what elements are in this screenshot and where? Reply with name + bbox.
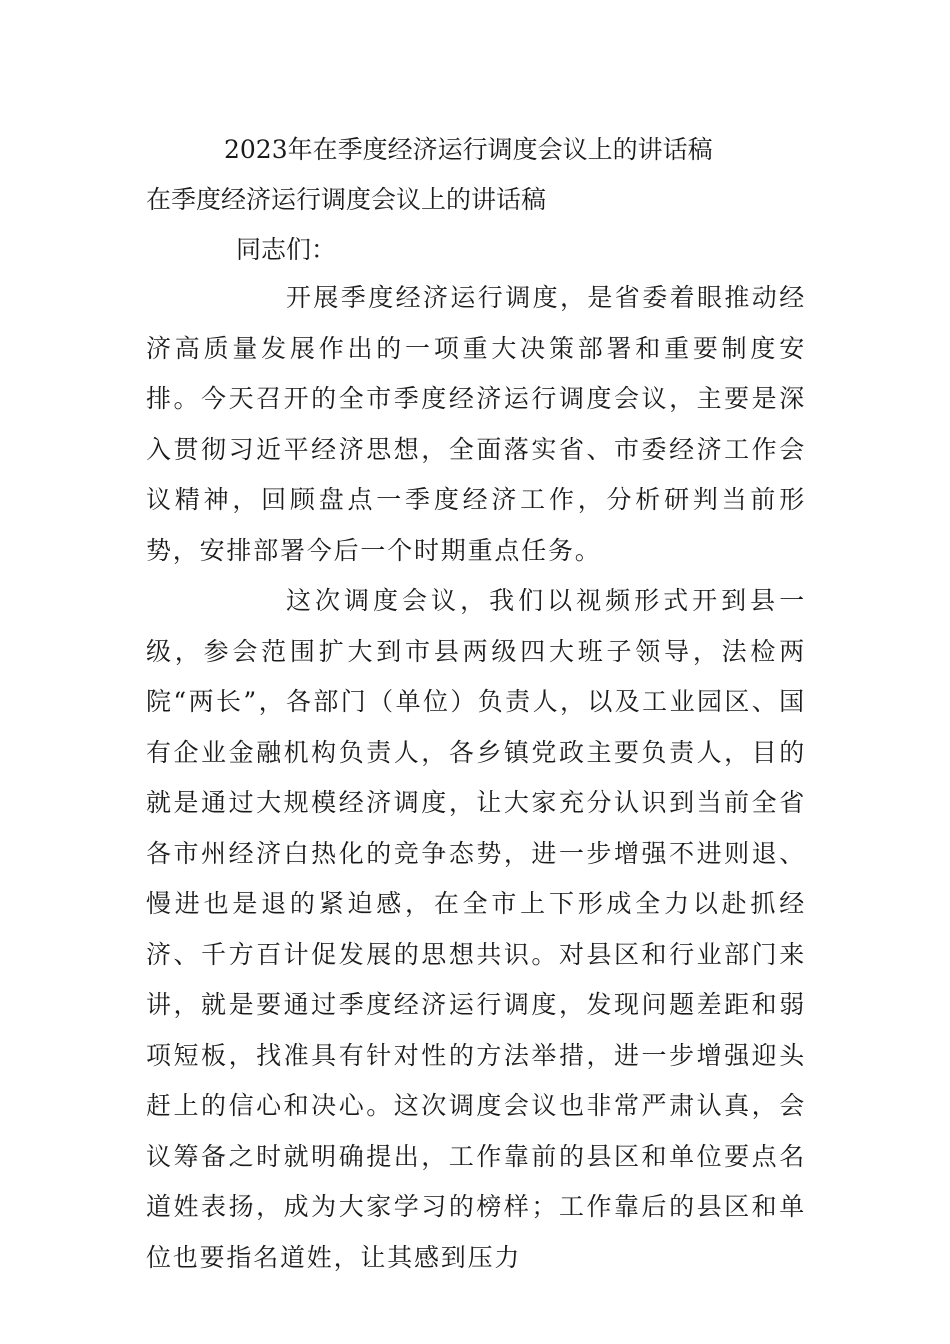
document-subtitle: 在季度经济运行调度会议上的讲话稿 <box>146 185 547 214</box>
salutation: 同志们： <box>236 235 337 264</box>
document-title: 2023年在季度经济运行调度会议上的讲话稿 <box>224 135 713 164</box>
paragraph-2: 这次调度会议，我们以视频形式开到县一级，参会范围扩大到市县两级四大班子领导，法检两院“两长”，各部门（单位）负责人，以及工业园区、国有企业金融机构负责人，各乡镇党政主要负责人，目的就是通过大规模经济调度，让大家充分认识到当前全省各市州经济白热化的竞争态势，进一步增强不进则退、慢进也是退的紧迫感，在全市上下形成全力以赴抓经济、千方百计促发展的思想共识。对县区和行业部门来讲，就是要通过季度经济运行调度，发现问题差距和弱项短板，找准具有针对性的方法举措，进一步增强迎头赶上的信心和决心。这次调度会议也非常严肃认真，会议筹备之时就明确提出，工作靠前的县区和单位要点名道姓表扬，成为大家学习的榜样；工作靠后的县区和单位也要指名道姓，让其感到压力 <box>146 586 806 1272</box>
paragraph-1: 开展季度经济运行调度，是省委着眼推动经济高质量发展作出的一项重大决策部署和重要制度安排。今天召开的全市季度经济运行调度会议，主要是深入贯彻习近平经济思想，全面落实省、市委经济工作会议精神，回顾盘点一季度经济工作，分析研判当前形势，安排部署今后一个时期重点任务。 <box>146 283 806 565</box>
